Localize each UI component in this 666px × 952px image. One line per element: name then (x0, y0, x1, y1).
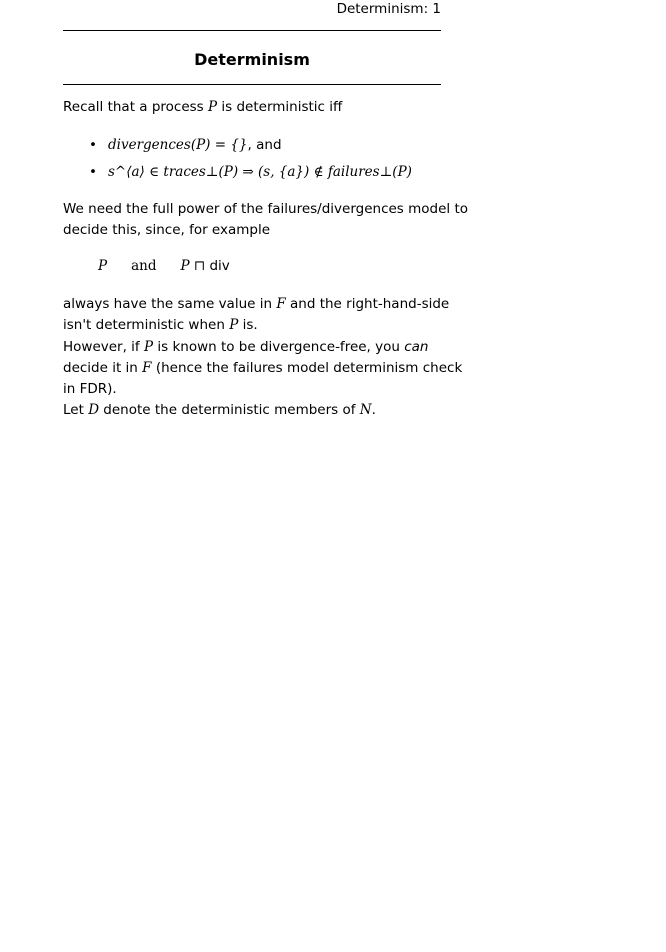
var-p: P (229, 317, 239, 333)
cal-n-symbol: N (359, 402, 372, 418)
running-header: Determinism: 1 (336, 1, 441, 17)
bullet-item (89, 135, 282, 155)
paragraph-line: However, if P is known to be divergence-free, you can (63, 339, 429, 355)
paragraph-same-value (63, 294, 450, 336)
paragraph-let-d: Let D denote the deterministic members of N. (63, 402, 376, 418)
cal-f-symbol: F (276, 296, 286, 312)
bullet-marker: • (89, 137, 97, 153)
bullet-tail: , and (247, 137, 282, 153)
paragraph-line: We need the full power of the failures/divergences model to (63, 201, 469, 217)
display-right-var: P (180, 258, 190, 274)
emphasis-can: can (404, 339, 429, 355)
bullet-math-divergences: divergences(P) = {} (108, 137, 248, 153)
paragraph-line: decide this, since, for example (63, 222, 271, 238)
cal-d-symbol: D (88, 402, 100, 418)
cal-f-symbol: F (142, 360, 152, 376)
paragraph-divergence-free (63, 337, 463, 400)
var-p: P (143, 339, 154, 355)
intro-paragraph (63, 97, 441, 118)
title-rule (63, 84, 441, 85)
display-div: div (209, 258, 230, 274)
paragraph-line: always have the same value in F and the right-hand-side (63, 296, 450, 312)
bullet-item (89, 162, 412, 182)
display-operator: ⊓ (193, 258, 206, 274)
paragraph-full-power (63, 199, 469, 241)
display-conjunction: and (131, 258, 157, 274)
display-formula (98, 256, 230, 276)
slide-title: Determinism (194, 50, 310, 69)
intro-var-p: P (208, 99, 218, 115)
paragraph-line: in FDR). (63, 381, 117, 397)
intro-text-a: Recall that a process (63, 99, 209, 115)
paragraph-line: isn't deterministic when P is. (63, 317, 258, 333)
bullet-math-traces-failures: s^⟨a⟩ ∈ traces⊥(P) ⇒ (s, {a}) ∉ failures⊥(P) (108, 164, 412, 180)
intro-text-b: is deterministic iff (217, 99, 343, 115)
top-rule (63, 30, 441, 31)
bullet-marker: • (89, 164, 97, 180)
paragraph-line: decide it in F (hence the failures model determinism check (63, 360, 463, 376)
display-left-var: P (98, 258, 108, 274)
